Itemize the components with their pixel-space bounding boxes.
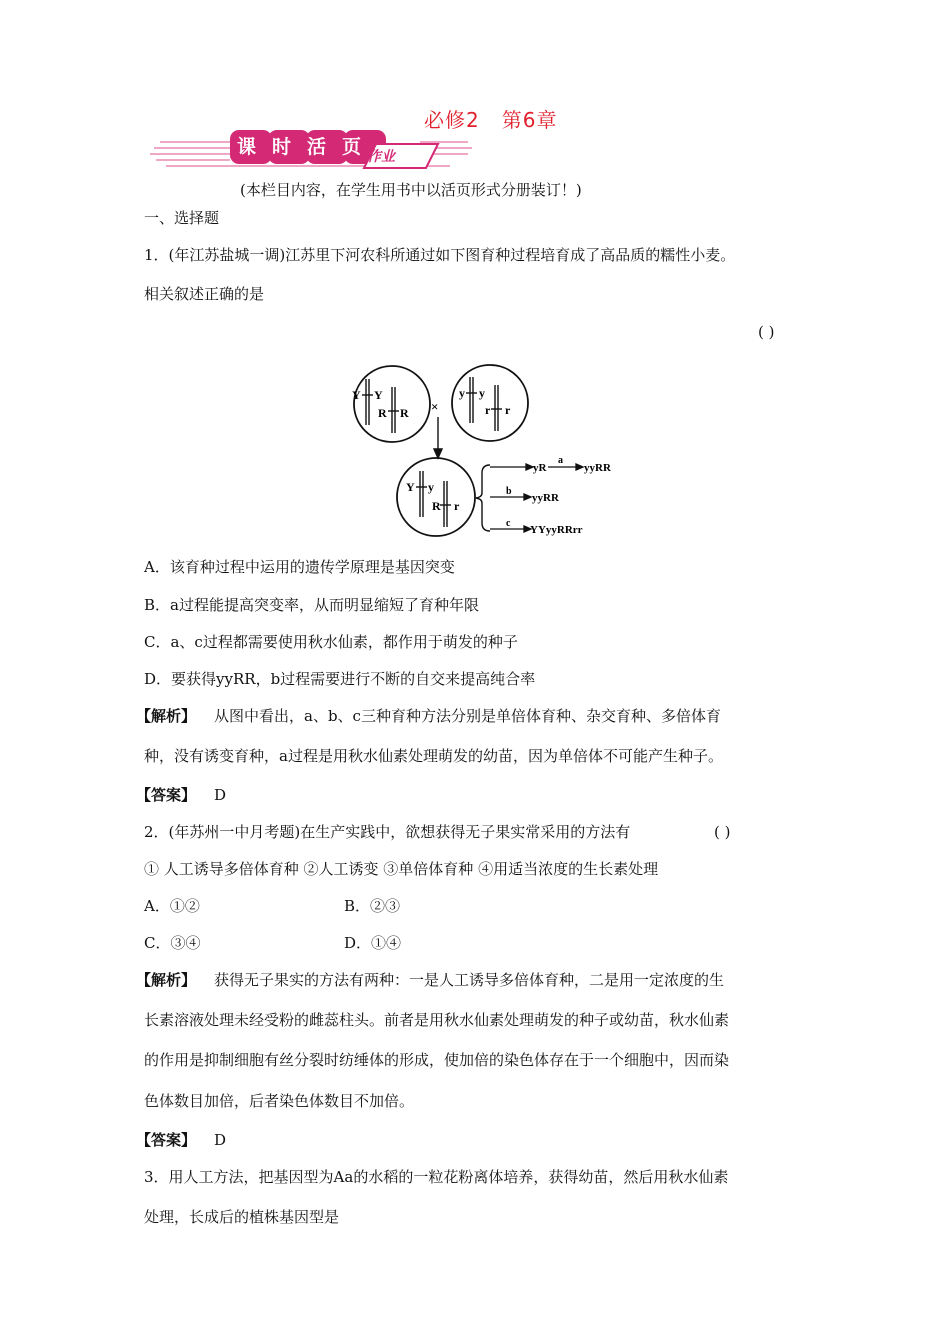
branch-brace bbox=[476, 465, 490, 531]
q1-option-b: B．a过程能提高突变率，从而明显缩短了育种年限 bbox=[144, 596, 479, 614]
q2-option-c: C．③④ bbox=[144, 934, 201, 952]
q2-options-row1 bbox=[144, 896, 400, 916]
q1-answer-value: D bbox=[214, 786, 227, 804]
q2-option-d: D．①④ bbox=[344, 934, 402, 952]
q1-stem-line2: 相关叙述正确的是 bbox=[144, 285, 265, 303]
q1-answer-label: 【答案】 bbox=[136, 786, 197, 804]
q2-answer-line bbox=[136, 1130, 226, 1150]
q2-options-row2 bbox=[144, 933, 401, 953]
cell1-gene-right: Y bbox=[374, 388, 383, 402]
branch-b-label: b bbox=[506, 486, 512, 497]
q2-items: ① 人工诱导多倍体育种 ②人工诱变 ③单倍体育种 ④用适当浓度的生长素处理 bbox=[144, 860, 659, 878]
cell3-gene-right: y bbox=[428, 480, 434, 494]
cell2-gene-right2: r bbox=[505, 403, 511, 417]
banner-label: 课时活页 bbox=[237, 136, 378, 158]
cell3-gene-right2: r bbox=[454, 499, 460, 513]
q2-option-a: A．①② bbox=[144, 897, 200, 915]
cross-symbol: × bbox=[431, 399, 439, 414]
cell1-gene-right2: R bbox=[400, 406, 409, 420]
q1-option-a: A．该育种过程中运用的遗传学原理是基因突变 bbox=[144, 558, 455, 576]
cell1-gene-left2: R bbox=[378, 406, 387, 420]
banner-tag: 作业 bbox=[367, 149, 395, 165]
q2-analysis-line1 bbox=[136, 970, 724, 990]
q1-analysis-label: 【解析】 bbox=[136, 707, 197, 725]
title-part1: 必修2 bbox=[424, 108, 480, 132]
hybrid-cell bbox=[397, 458, 475, 536]
result-yR: yR bbox=[533, 462, 547, 474]
column-note: (本栏目内容，在学生用书中以活页形式分册装订！) bbox=[240, 181, 582, 199]
q1-analysis-line1 bbox=[136, 706, 721, 726]
result-a: yyRR bbox=[584, 462, 611, 474]
q2-analysis-line3: 的作用是抑制细胞有丝分裂时纺缍体的形成，使加倍的染色体存在于一个细胞中，因而染 bbox=[144, 1051, 730, 1069]
branch-a-label: a bbox=[558, 455, 563, 466]
section-title: 一、选择题 bbox=[144, 209, 220, 227]
q1-option-c: C．a、c过程都需要使用秋水仙素，都作用于萌发的种子 bbox=[144, 633, 518, 651]
q2-analysis-line4: 色体数目加倍，后者染色体数目不加倍。 bbox=[144, 1092, 415, 1110]
q1-stem-line1: 1．(年江苏盐城一调)江苏里下河农科所通过如下图育种过程培育成了高品质的糯性小麦。 bbox=[144, 246, 736, 264]
q2-analysis-label: 【解析】 bbox=[136, 971, 197, 989]
q2-answer-label: 【答案】 bbox=[136, 1131, 197, 1149]
q2-answer-value: D bbox=[214, 1131, 227, 1149]
branch-c-label: c bbox=[506, 518, 511, 529]
breeding-diagram bbox=[340, 355, 620, 545]
q3-stem-line1: 3．用人工方法，把基因型为Aa的水稻的一粒花粉离体培养，获得幼苗，然后用秋水仙素 bbox=[144, 1168, 729, 1186]
result-c: YYyyRRrr bbox=[530, 524, 583, 536]
title-part2: 第6章 bbox=[501, 108, 558, 132]
q1-answer-line bbox=[136, 785, 226, 805]
q2-stem: 2．(年苏州一中月考题)在生产实践中，欲想获得无子果实常采用的方法有 bbox=[144, 823, 631, 841]
cell2-gene-right: y bbox=[479, 386, 485, 400]
down-arrow bbox=[434, 417, 442, 458]
cell3-gene-left: Y bbox=[406, 480, 415, 494]
q2-analysis-text1: 获得无子果实的方法有两种：一是人工诱导多倍体育种，二是用一定浓度的生 bbox=[214, 971, 725, 989]
q2-answer-bracket: ( ) bbox=[714, 823, 731, 841]
q2-option-b: B．②③ bbox=[344, 897, 401, 915]
cell2-gene-left: y bbox=[459, 386, 465, 400]
q2-analysis-line2: 长素溶液处理未经受粉的雌蕊柱头。前者是用秋水仙素处理萌发的种子或幼苗，秋水仙素 bbox=[144, 1011, 730, 1029]
q1-option-d: D．要获得yyRR，b过程需要进行不断的自交来提高纯合率 bbox=[144, 670, 536, 688]
q1-answer-bracket: ( ) bbox=[758, 323, 775, 341]
cell2-gene-left2: r bbox=[485, 403, 491, 417]
q1-analysis-text1: 从图中看出，a、b、c三种育种方法分别是单倍体育种、杂交育种、多倍体育 bbox=[214, 707, 721, 725]
q1-analysis-line2: 种，没有诱变育种，a过程是用秋水仙素处理萌发的幼苗，因为单倍体不可能产生种子。 bbox=[144, 747, 723, 765]
q3-stem-line2: 处理，长成后的植株基因型是 bbox=[144, 1208, 340, 1226]
result-b: yyRR bbox=[532, 492, 559, 504]
cell1-gene-left: Y bbox=[352, 388, 361, 402]
cell3-gene-left2: R bbox=[432, 499, 441, 513]
